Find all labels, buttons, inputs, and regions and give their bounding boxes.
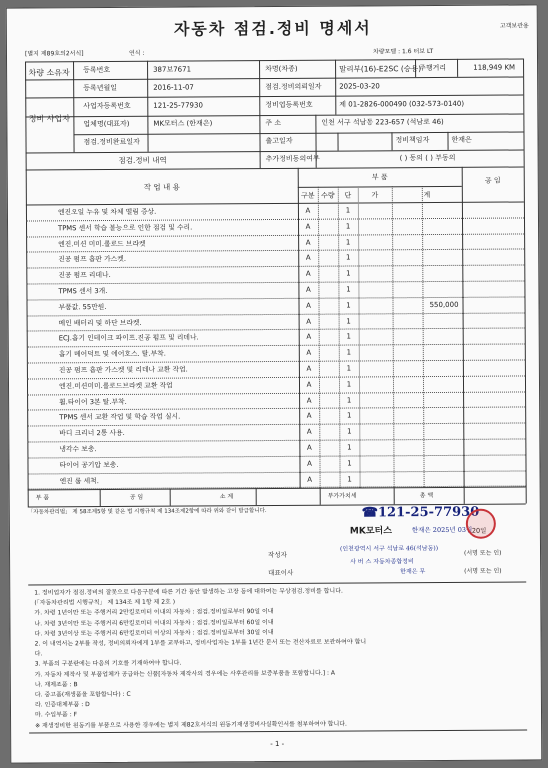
business-number-value: 121-25-77930 [153,101,203,110]
row-divider [26,217,524,221]
item-description: 엔진.미션 미미.롤로드 브라켓 [58,239,146,248]
issuer-company: MK모터스 [349,526,392,537]
inspection-date-value: 2025-03-20 [339,82,380,91]
representative-name: 한재은 무 [400,568,426,576]
item-type: A [305,269,311,278]
writer-label: 작성자 [268,550,287,560]
row-divider [27,328,525,332]
note-line: 가. 자동차 제작사 및 부품업체가 공급하는 신품[자동차 제작사의 경우에는 사후관리를 보증부품을 포함합니다.] : A [34,669,336,679]
item-type: A [305,222,311,231]
work-item-header: 작 업 내 용 [143,182,180,192]
unit-price-header: 단 [344,191,352,200]
note-line: 1. 정비업자가 점검.정비의 잘못으로 다음구분에 따른 기간 동안 발생하는 고장 등에 대하여는 무상점검.정비를 합니다. [34,587,343,597]
item-description: TPMS 센서 학습 불능으로 인한 점검 및 수리. [58,223,193,233]
declaration-text: 「자동차관리법」 제 58조제5항 및 같은 법 시행규칙 제 134조제2항에 따라 위와 같이 발급합니다. [27,508,267,516]
item-description: 냉각수 보충. [59,445,97,454]
extra-consent-label: 추가정비동의여부 [265,154,320,164]
registration-date-label: 등록년월일 [83,83,118,93]
business-number-label: 사업자등록번호 [83,101,131,111]
writer-sign-note: (서명 또는 인) [464,549,502,557]
labor-total-label: 공 임 [129,493,144,501]
item-type: A [306,396,312,405]
note-line: 가. 차령 1년이만 또는 주행거리 2만킬로미터 이내의 자동차 : 점검.정비일로부터 90일 이내 [34,608,274,617]
row-divider [27,359,525,363]
note-line: 다. [34,650,43,658]
item-description: 휠.타이어 3본 탈.부착. [59,397,127,406]
row-divider [27,438,525,442]
note-line: 다. 중고품(재생품을 포함합니다) : C [34,690,131,699]
item-type: A [307,459,312,468]
item-quantity: 1 [346,380,352,389]
parts-header: 부 품 [371,173,388,182]
registration-number-label: 등록번호 [83,65,111,75]
note-line: 3. 부품의 구분란에는 다음의 기호를 기재하여야 합니다. [34,659,182,668]
row-divider [27,407,525,411]
note-line: 다. 차령 3년이상 또는 주행거리 6만킬로미터 이상의 자동차 : 점검.정비일로부터 30일 이내 [34,628,274,638]
stamp-owner-date: 한재은 2025년 03월 [411,525,473,535]
item-quantity: 1 [346,396,352,405]
item-type: A [306,333,312,342]
serial-label: 연식 : [128,49,145,57]
owner-section-label: 차량 소유자 [28,68,70,78]
document-title: 자동차 점검.정비 명세서 [173,18,372,39]
row-divider [27,344,525,348]
item-quantity: 1 [347,459,352,468]
item-description: 진공 펌프 리데나. [58,271,111,280]
item-type: A [306,364,312,373]
mileage-label: 주행거리 [419,63,447,73]
item-description: 진공 펌프 흡판 가스켓. [58,255,126,264]
parts-total-label: 부 품 [35,494,50,502]
responsible-person-label: 정비책임자 [395,136,430,145]
item-description: 메인 배터리 및 하단 브라켓. [58,318,142,327]
item-type: A [306,412,312,421]
row-divider [26,249,524,253]
item-quantity: 1 [346,317,351,326]
item-quantity: 1 [345,222,351,231]
work-details-label: 점검.정비 내역 [118,155,167,165]
item-description: TPMS 센서 교환 작업 및 학습 작업 실시. [59,412,181,422]
address-label: 주 소 [265,118,282,128]
item-description: 부품값. 55만원. [58,302,107,312]
item-type: A [306,348,312,357]
representative-sign-note: (서명 또는 인) [464,567,502,575]
stamp-lines: 사 버 스 자동차종합정비 [350,558,414,566]
item-type: A [305,206,311,215]
item-type: A [306,380,312,389]
form-number: [별지 제89호의2서식] [24,50,84,58]
maintenance-reg-value: 제 01-2826-000490 (032-573-0140) [339,99,465,109]
item-description: 엔진.미션미미.롤로드브라켓 교환 작업 [58,381,173,391]
item-quantity: 1 [347,443,352,452]
vehicle-name-label: 차명(차종) [265,64,298,74]
row-divider [26,265,524,269]
item-description: 진공 펌프 흡판 가스켓 및 리데나 교환 작업. [58,365,188,375]
registration-number-value: 387보7671 [153,65,192,74]
item-quantity: 1 [346,364,352,373]
row-divider [26,280,524,284]
type-header: 구분 [301,191,315,200]
item-quantity: 1 [346,301,351,310]
item-quantity: 1 [347,427,352,436]
registration-date-value: 2016-11-07 [153,83,194,92]
phone-stamp: ☎121-25-77930 [361,504,480,521]
item-type: A [305,285,311,294]
vehicle-name-value: 말리부(16)-E2SC (승용) [339,64,422,74]
row-divider [26,296,524,300]
page-number: - 1 - [270,739,285,749]
item-description: 엔진오일 누유 및 차체 떨림 증상. [57,207,157,217]
item-description: ECJ.흡기 인테이크 파이프.진공 펌프 및 리데나. [58,333,199,343]
labor-header: 공 임 [484,176,501,185]
item-quantity: 1 [345,206,351,215]
grand-total-label: 총 액 [419,492,434,500]
company-name-label: 업체명(대표자) [83,119,130,129]
address-value: 인천 서구 석남동 223-657 (석남로 46) [321,117,444,127]
row-divider [27,423,525,427]
item-type: A [305,238,311,247]
subtotal-label: 소 계 [219,493,234,501]
note-line: (「자동차관리법 시행규칙」 제 134조 제 1항 제 2호 ) [34,598,176,607]
item-type: A [306,443,312,452]
company-name-value: MK모터스 (한재은) [153,119,213,128]
representative-label: 대표이사 [268,568,294,578]
item-quantity: 1 [345,238,351,247]
item-description: 엔진 룸 세척. [59,476,99,485]
maintenance-reg-label: 정비업등록번호 [265,100,313,110]
note-line: 마. 수입부품 : F [34,711,78,719]
row-divider [27,375,525,379]
item-type: A [305,254,311,263]
business-section-label: 정비 사업자 [28,114,70,124]
total-header: 계 [423,191,431,200]
responsible-person-value: 한재은 [451,135,472,144]
item-quantity: 1 [346,332,351,341]
item-type: A [307,475,312,484]
item-description: 타이어 공기압 보충. [59,460,119,470]
row-divider [27,454,525,458]
item-description: 흡기 메어덕트 및 에어호스. 탈.부착. [58,349,166,359]
item-quantity: 1 [346,411,352,420]
item-quantity: 1 [347,475,352,484]
vat-label: 부가가치세 [327,492,357,500]
note-line: 2. 이 내역서는 2부를 작성, 정비의뢰자에게 1부를 교부하고, 정비사업자는 1부를 1년간 문서 또는 전산자료로 보관하여야 합니 [34,638,367,648]
item-total: 550,000 [429,300,459,309]
note-line: 나. 재제조품 : B [34,681,78,689]
completion-date-label: 점검.정비완료일자 [83,137,140,147]
row-divider [26,233,524,237]
item-description: 바디 크리너 2통 사용. [59,429,125,438]
inspection-date-label: 점검.정비의뢰일자 [265,82,322,92]
row-divider [27,391,525,395]
note-line: 라. 인증대체부품 : D [34,701,90,709]
mileage-value: 118,949 KM [473,63,516,72]
consent-options: ( ) 동의 ( ) 부동의 [399,153,456,163]
writer-stamp-address: (인천광역시 서구 석남로 46(석남동)) [339,545,439,553]
delivery-date-label: 출고일자 [265,136,293,146]
row-divider [27,312,525,316]
copy-type-label: 고객보관용 [499,22,529,30]
row-divider [28,470,526,474]
item-type: A [306,427,312,436]
item-type: A [306,317,312,326]
item-type: A [306,301,311,310]
item-quantity: 1 [345,253,351,262]
official-seal [466,509,496,539]
price-header: 가 [371,191,379,200]
item-quantity: 1 [346,269,351,278]
note-line: 나. 차령 3년이만 또는 주행거리 6만킬로미터 이내의 자동차 : 점검.정비일로부터 60일 이내 [34,618,274,628]
item-quantity: 1 [346,348,352,357]
item-description: TPMS 센서 3개. [58,287,108,296]
vehicle-model-line: 차량모델 : 1.6 터보 LT [372,48,434,56]
quantity-header: 수량 [321,191,335,200]
note-line: ※ 재생정비한 원동기를 부품으로 사용한 경우에는 별지 제82호서식의 원동기재생정비사실확인서를 첨부하여야 합니다. [35,720,347,730]
issue-date-suffix: 20일 [471,526,487,535]
item-quantity: 1 [346,285,351,294]
invoice-sheet [6,4,543,763]
